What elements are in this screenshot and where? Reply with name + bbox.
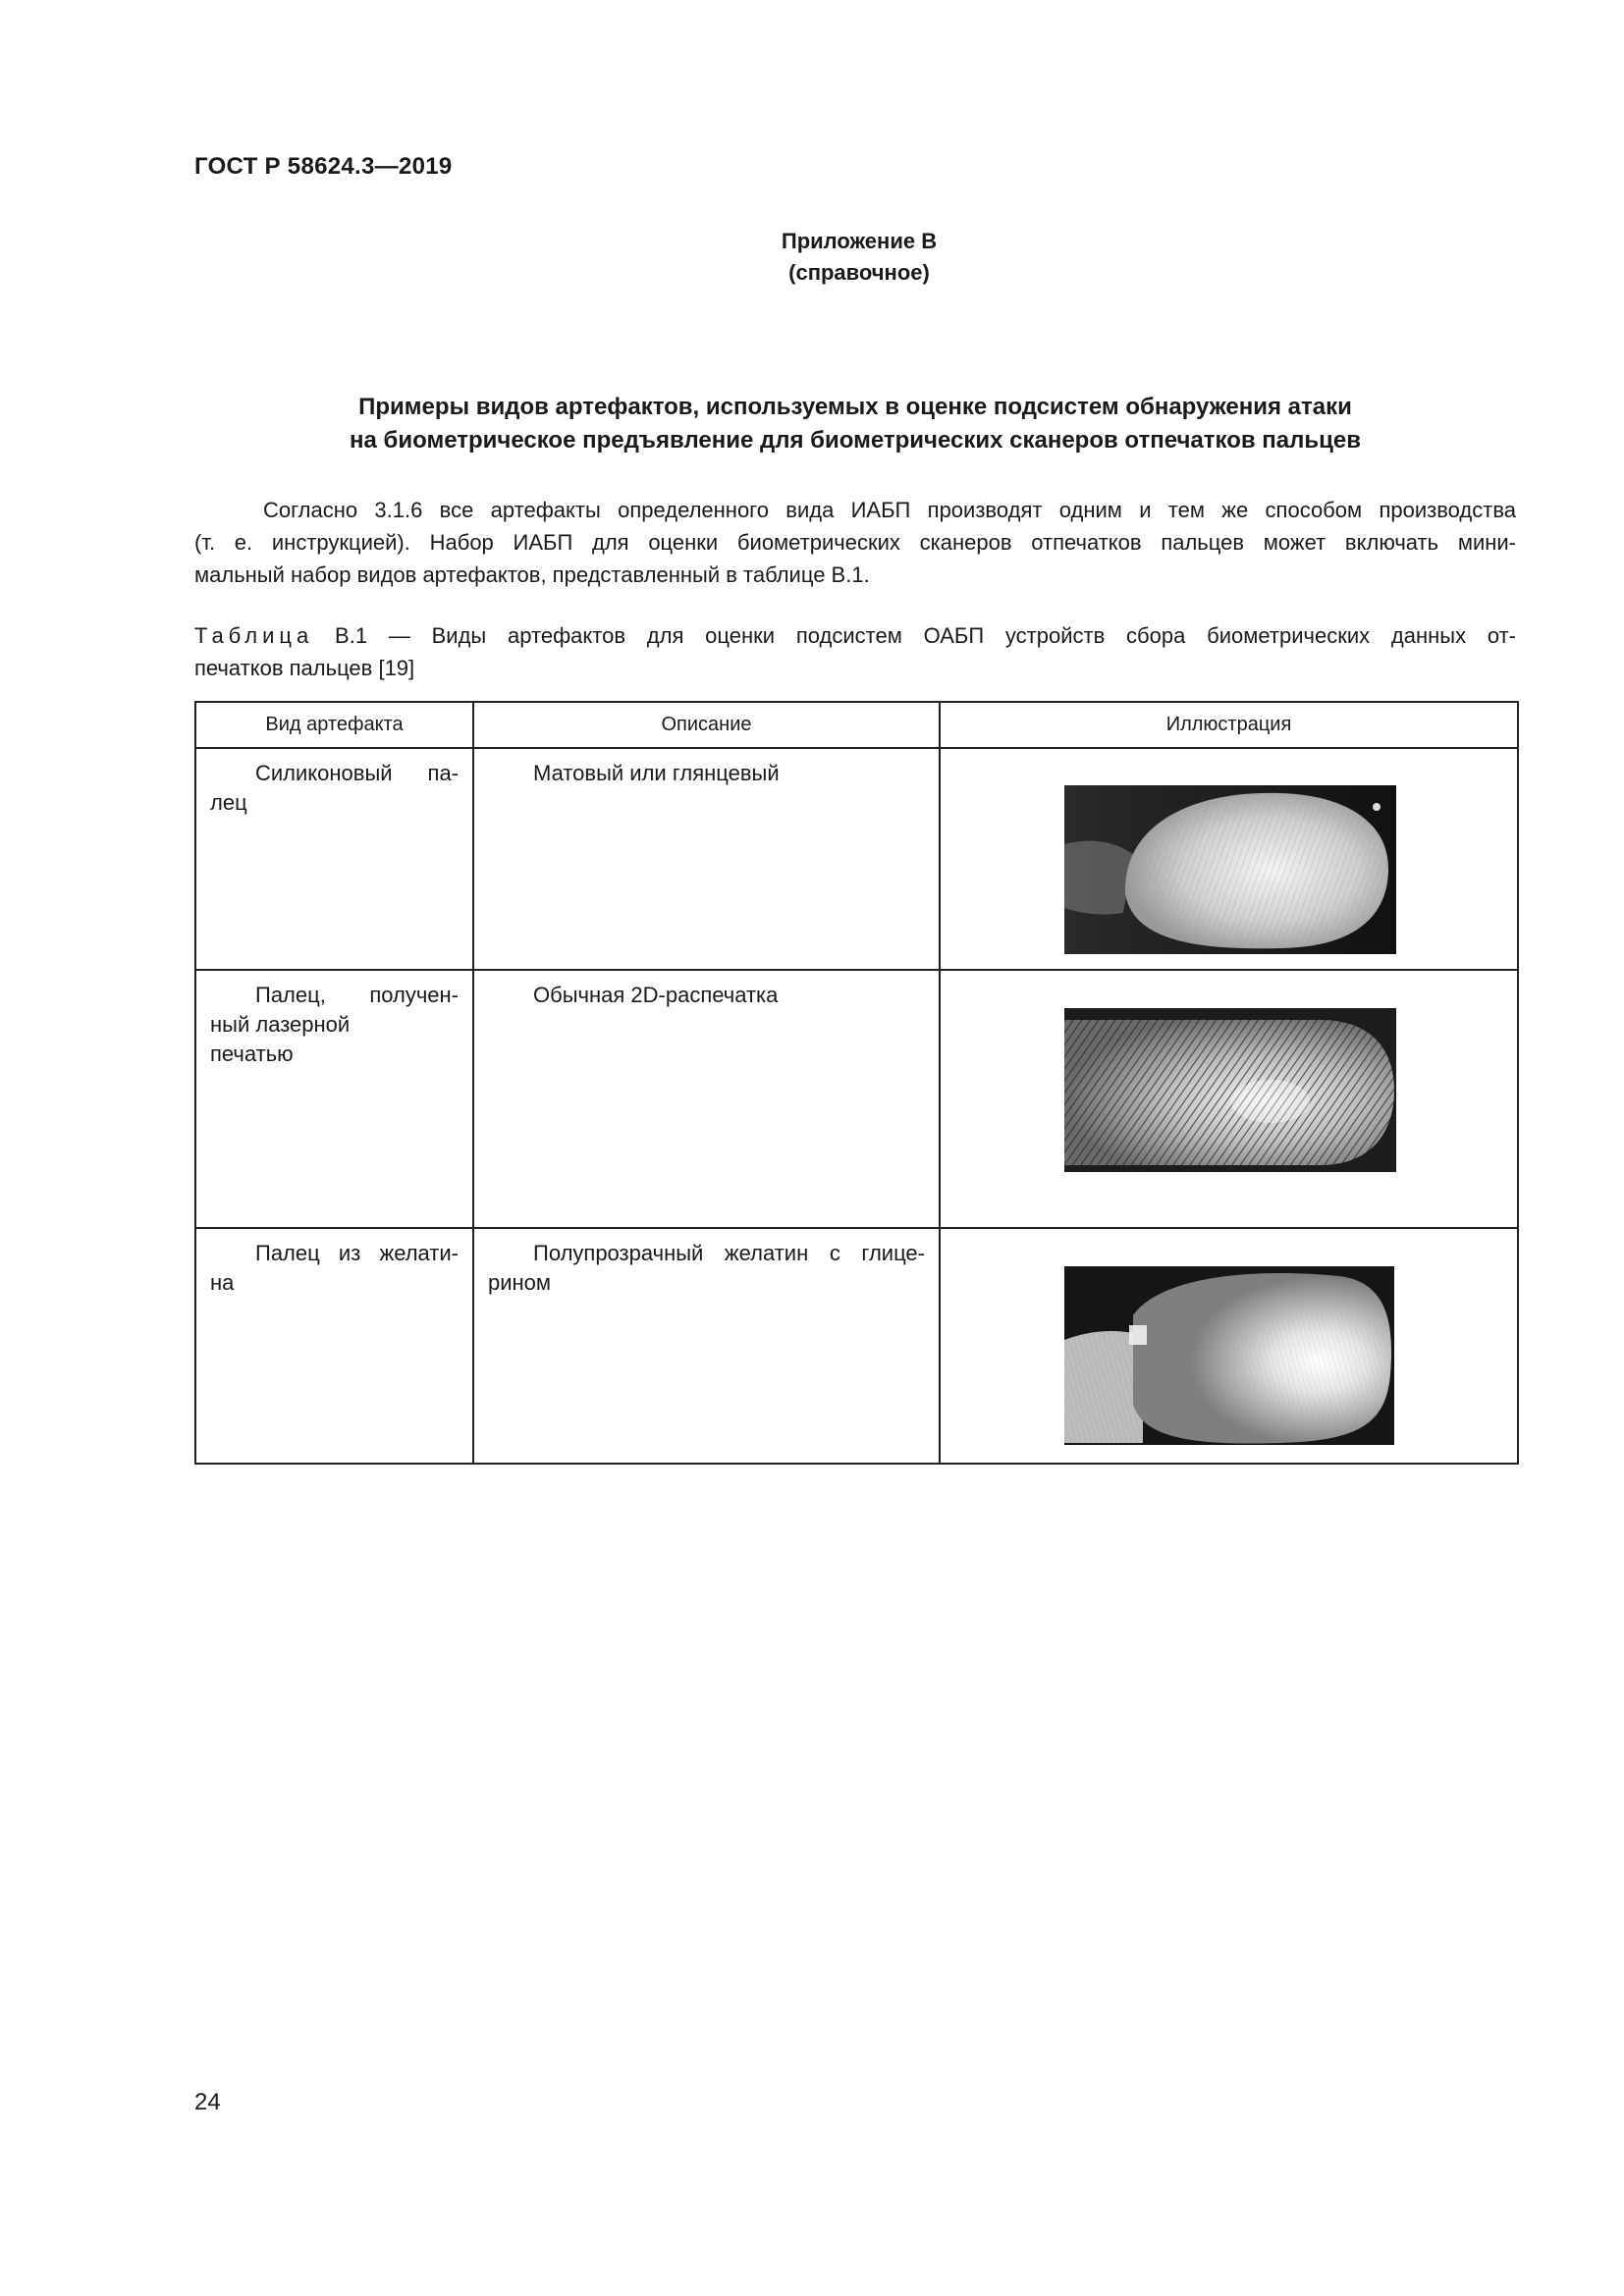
appendix-title: Приложение В [781,229,938,253]
kind-line: лец [210,790,247,815]
kind-line: Палец, получен- [255,983,459,1007]
kind-cell [195,970,473,1228]
caption-label: Таблица [194,623,314,648]
description-cell [473,970,940,1228]
caption-line-1: В.1 — Виды артефактов для оценки подсистем ОАБП устройств сбора биометрических данных от- [313,623,1516,648]
intro-paragraph [194,494,1516,591]
kind-cell [195,748,473,970]
header-kind: Вид артефакта [195,702,473,748]
table-row [195,748,1518,970]
intro-line-2: (т. е. инструкцией). Набор ИАБП для оценки биометрических сканеров отпечатков пальцев может включать мини- [194,530,1516,555]
description-line: Обычная 2D-распечатка [533,983,779,1007]
table-row [195,1228,1518,1464]
kind-line: ный лазерной [210,1012,351,1037]
appendix-subtitle: (справочное) [788,260,930,285]
appendix-label [0,226,1624,289]
document-code: ГОСТ Р 58624.3—2019 [194,153,453,180]
kind-line: Палец из желати- [255,1241,459,1265]
kind-line: на [210,1270,235,1295]
header-description: Описание [473,702,940,748]
table-row [195,970,1518,1228]
header-illustration: Иллюстрация [940,702,1518,748]
illustration-cell [940,1228,1518,1464]
page-number: 24 [194,2089,221,2115]
description-cell [473,748,940,970]
illustration-cell [940,748,1518,970]
heading-line-2: на биометрическое предъявление для биометрических сканеров отпечатков пальцев [350,427,1361,454]
silicone-finger-image [1064,785,1396,954]
description-line: Полупрозрачный желатин с глице- [533,1241,925,1265]
kind-line: Силиконовый па- [255,761,459,785]
caption-line-2: печатков пальцев [19] [194,656,415,680]
appendix-heading [194,391,1516,457]
description-line: рином [488,1270,552,1295]
description-line: Матовый или глянцевый [533,761,780,785]
description-cell [473,1228,940,1464]
artefacts-table [194,701,1519,1465]
kind-line: печатью [210,1041,294,1066]
intro-line-1: Согласно 3.1.6 все артефакты определенного вида ИАБП производят одним и тем же способом производства [263,498,1516,522]
table-header-row [195,702,1518,748]
illustration-cell [940,970,1518,1228]
laser-printed-finger-image [1064,1008,1396,1172]
table-caption [194,619,1516,684]
kind-cell [195,1228,473,1464]
heading-line-1: Примеры видов артефактов, используемых в оценке подсистем обнаружения атаки [358,394,1352,420]
intro-line-3: мальный набор видов артефактов, представленный в таблице В.1. [194,562,870,587]
gelatin-finger-image [1064,1266,1394,1445]
